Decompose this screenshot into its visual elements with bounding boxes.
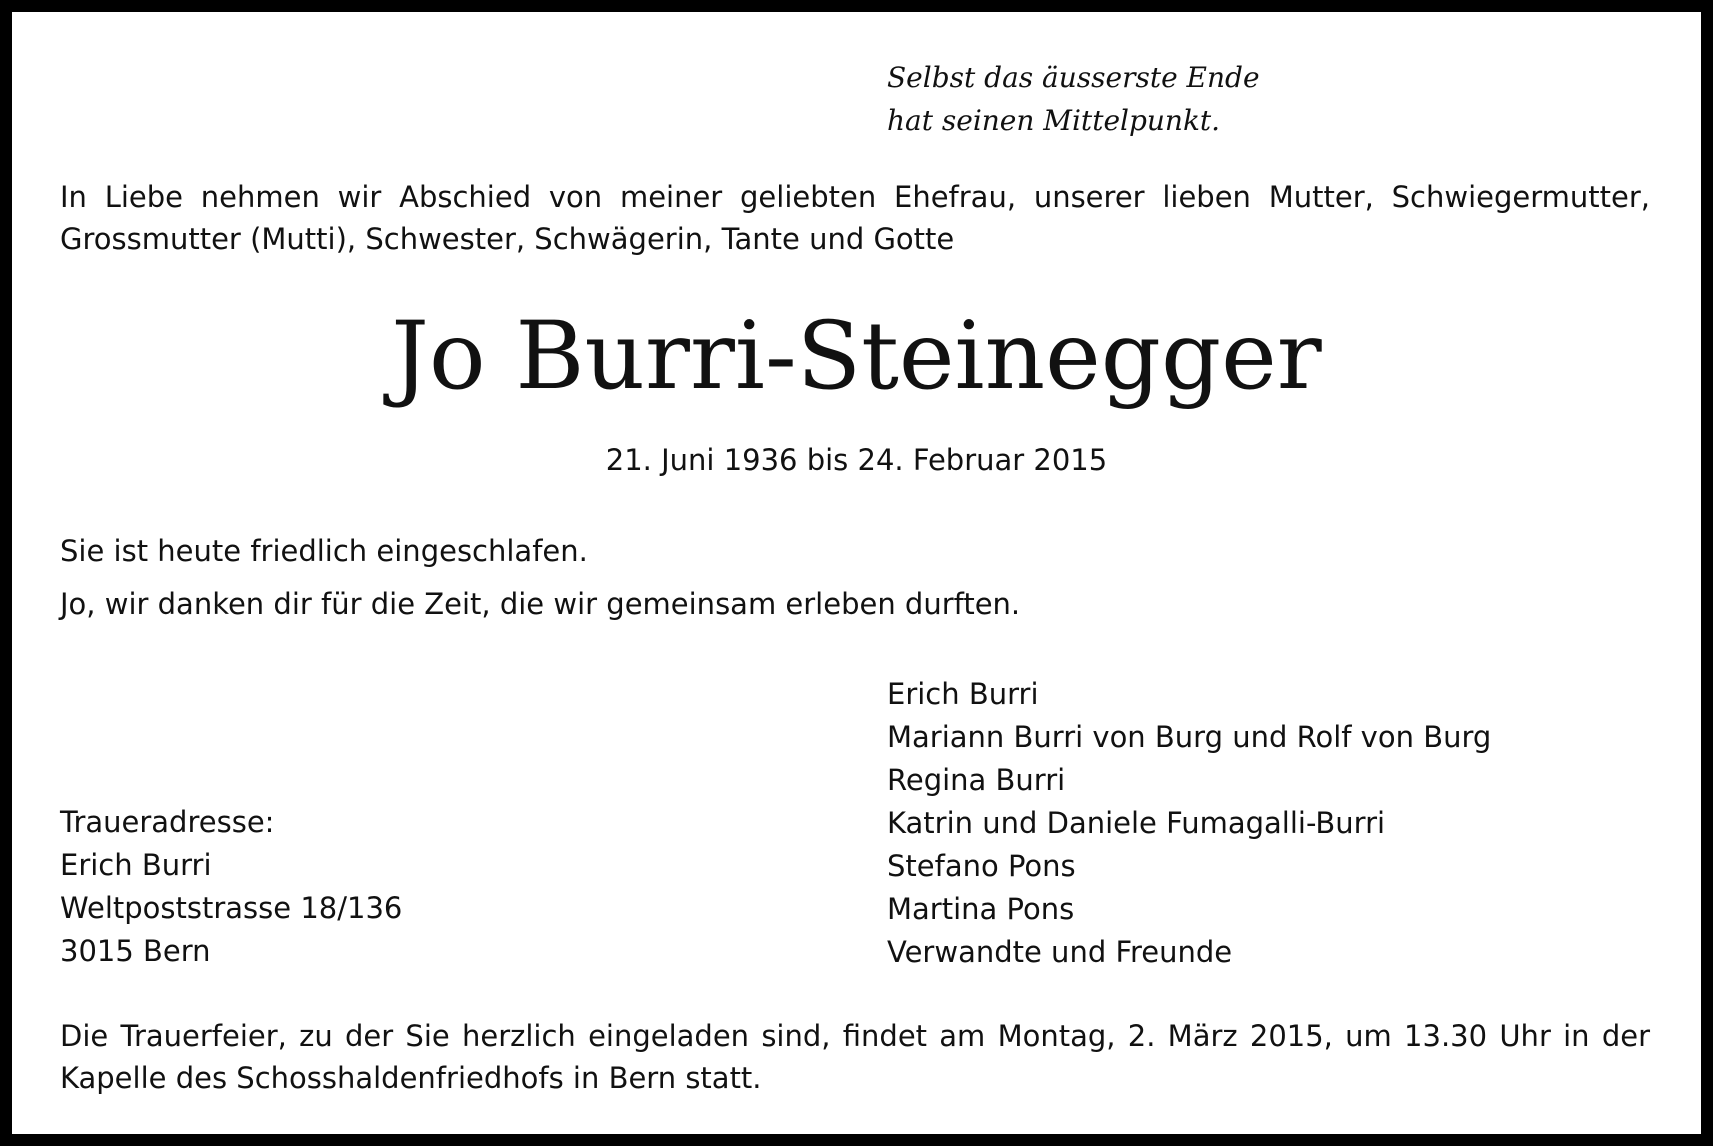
intro-text [60,176,1650,260]
motto-line-2: hat seinen Mittelpunkt. [887,104,1221,137]
motto-quote [887,56,1260,142]
mourner-name: Mariann Burri von Burg und Rolf von Burg [887,720,1492,754]
mourner-name: Verwandte und Freunde [887,935,1233,969]
deceased-name: Jo Burri-Steinegger [391,302,1322,411]
message-line-1: Sie ist heute friedlich eingeschlafen. [60,534,588,568]
motto-line-1: Selbst das äusserste Ende [887,61,1260,94]
mourning-address [60,801,402,973]
mourners-list [887,673,1491,974]
intro-line-1: In Liebe nehmen wir Abschied von meiner geliebten Ehefrau, unserer lieben Mutter, Schwiegermutter, [60,180,1650,214]
mourner-name: Martina Pons [887,892,1075,926]
address-city: 3015 Bern [60,934,211,968]
ceremony-info [60,1015,1650,1099]
mourner-name: Regina Burri [887,763,1066,797]
intro-line-2: Grossmutter (Mutti), Schwester, Schwägerin, Tante und Gotte [60,222,955,256]
address-name: Erich Burri [60,848,212,882]
life-dates: 21. Juni 1936 bis 24. Februar 2015 [605,443,1108,477]
mourner-name: Katrin und Daniele Fumagalli-Burri [887,806,1386,840]
mourner-name: Stefano Pons [887,849,1076,883]
obituary-notice [12,12,1701,1134]
address-label: Traueradresse: [60,805,275,839]
message-line-2: Jo, wir danken dir für die Zeit, die wir gemeinsam erleben durften. [60,587,1021,621]
address-street: Weltpoststrasse 18/136 [60,891,403,925]
mourner-name: Erich Burri [887,677,1039,711]
ceremony-line-1: Die Trauerfeier, zu der Sie herzlich eingeladen sind, findet am Montag, 2. März 2015, um 13.30 Uhr in der [60,1019,1650,1053]
ceremony-line-2: Kapelle des Schosshaldenfriedhofs in Bern statt. [60,1061,762,1095]
